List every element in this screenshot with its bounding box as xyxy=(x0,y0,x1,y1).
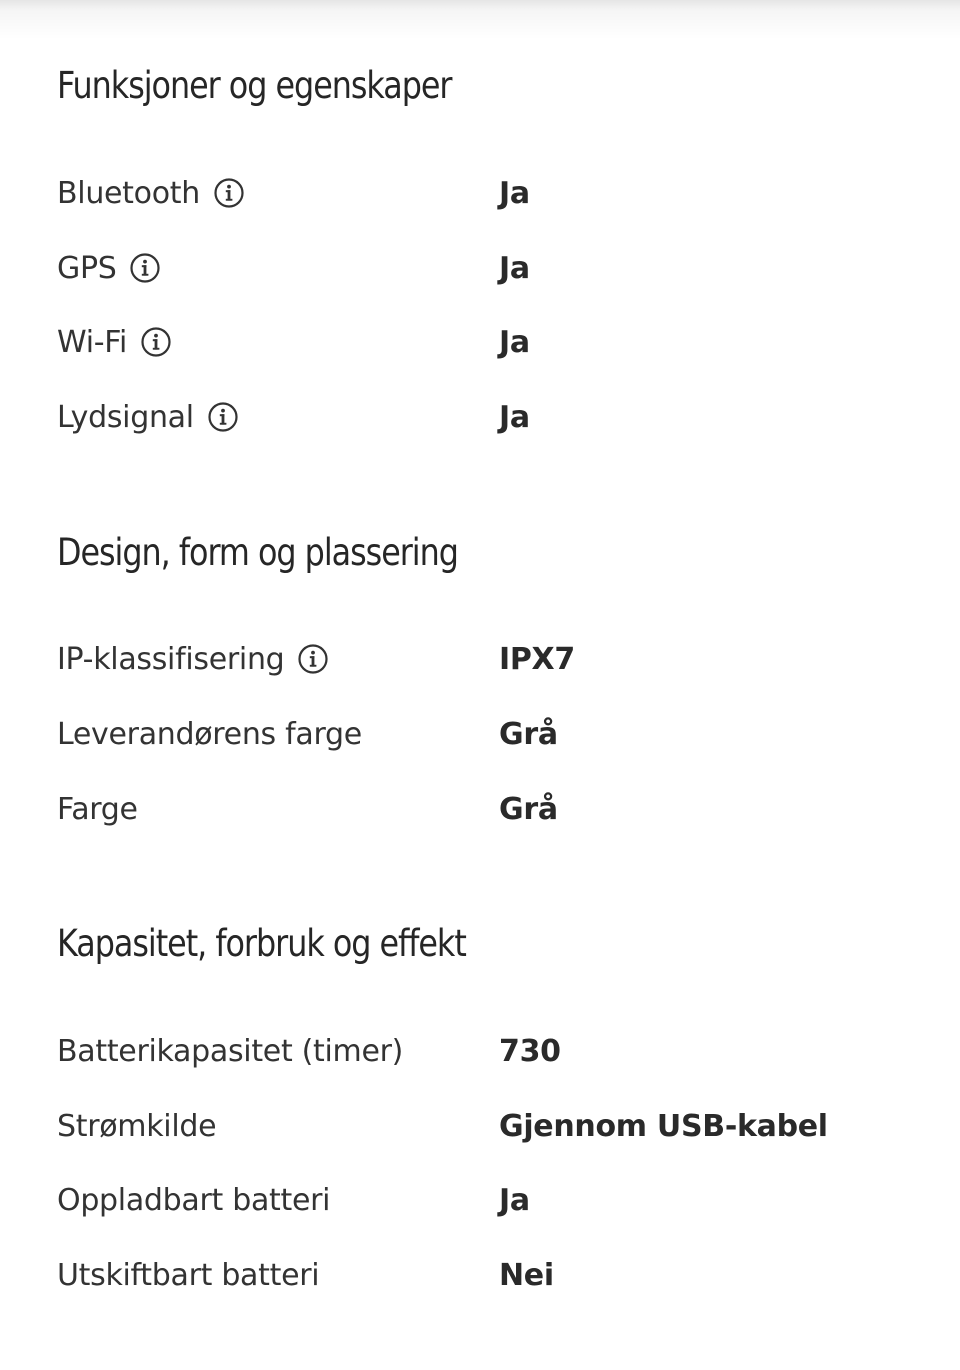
section-title: Kapasitet, forbruk og effekt xyxy=(57,922,466,965)
spec-value: Ja xyxy=(499,250,530,286)
info-icon[interactable] xyxy=(214,178,244,208)
spec-label: Leverandørens farge xyxy=(57,716,362,752)
spec-value: 730 xyxy=(499,1033,561,1069)
spec-row-sound xyxy=(57,397,917,437)
spec-label: IP-klassifisering xyxy=(57,641,285,677)
spec-value: Ja xyxy=(499,399,530,435)
spec-label: Batterikapasitet (timer) xyxy=(57,1033,404,1069)
spec-row-replaceable xyxy=(57,1255,917,1295)
spec-label: GPS xyxy=(57,250,117,286)
spec-label: Utskiftbart batteri xyxy=(57,1257,320,1293)
spec-label: Strømkilde xyxy=(57,1108,217,1144)
spec-label: Oppladbart batteri xyxy=(57,1182,331,1218)
spec-row-ip-rating xyxy=(57,639,917,679)
info-icon[interactable] xyxy=(130,253,160,283)
spec-row-power-source xyxy=(57,1106,917,1146)
spec-value: Grå xyxy=(499,716,558,752)
spec-value: Ja xyxy=(499,175,530,211)
spec-value: Ja xyxy=(499,324,530,360)
spec-row-wifi xyxy=(57,322,917,362)
spec-row-rechargeable xyxy=(57,1180,917,1220)
spec-row-battery-capacity xyxy=(57,1031,917,1071)
info-icon[interactable] xyxy=(141,327,171,357)
info-icon[interactable] xyxy=(208,402,238,432)
section-title: Funksjoner og egenskaper xyxy=(57,64,452,107)
spec-row-vendor-color xyxy=(57,714,917,754)
spec-row-color xyxy=(57,789,917,829)
spec-value: IPX7 xyxy=(499,641,575,677)
spec-value: Nei xyxy=(499,1257,554,1293)
spec-label: Lydsignal xyxy=(57,399,194,435)
spec-label: Wi-Fi xyxy=(57,324,128,360)
spec-label: Farge xyxy=(57,791,138,827)
spec-value: Ja xyxy=(499,1182,530,1218)
spec-row-gps xyxy=(57,248,917,288)
spec-value: Gjennom USB-kabel xyxy=(499,1108,828,1144)
spec-label: Bluetooth xyxy=(57,175,200,211)
header-shadow xyxy=(0,0,960,40)
info-icon[interactable] xyxy=(298,644,328,674)
spec-value: Grå xyxy=(499,791,558,827)
section-title: Design, form og plassering xyxy=(57,531,458,574)
spec-row-bluetooth xyxy=(57,173,917,213)
